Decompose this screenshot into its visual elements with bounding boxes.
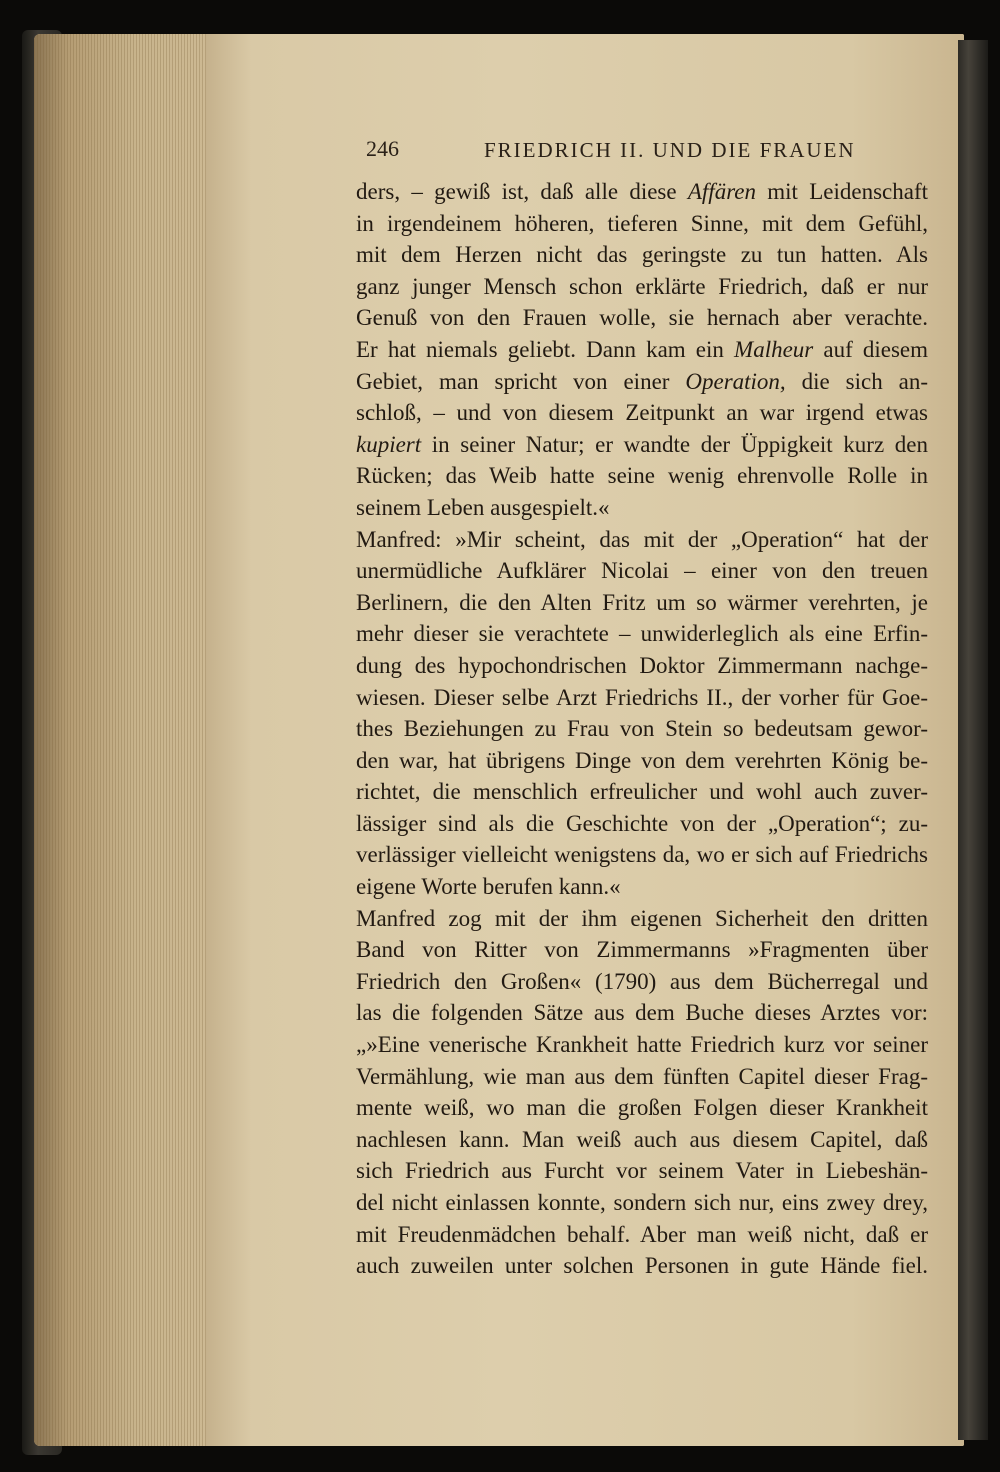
text-span: die sich an- bbox=[785, 368, 928, 394]
text-span: Berlinern, die den Alten Fritz um so wärmer verehrten, je bbox=[356, 589, 928, 615]
text-line bbox=[356, 1092, 928, 1124]
text-line bbox=[356, 1187, 928, 1219]
text-line bbox=[356, 682, 928, 714]
text-line bbox=[356, 618, 928, 650]
text-span: den war, hat übrigens Dinge von dem verehrten König be- bbox=[356, 747, 928, 773]
text-span: mit Leidenschaft bbox=[756, 179, 928, 204]
text-span: mit dem Herzen nicht das geringste zu tun hatten. Als bbox=[356, 242, 928, 268]
text-span: dung des hypochondrischen Doktor Zimmermann nachge- bbox=[356, 652, 928, 678]
text-line bbox=[356, 903, 928, 935]
text-span: lässiger sind als die Geschichte von der „Operation“; zu- bbox=[356, 810, 928, 836]
text-line bbox=[356, 1219, 928, 1251]
text-line bbox=[356, 587, 928, 619]
italic-text: kupiert bbox=[356, 431, 422, 457]
text-span: ders, – gewiß ist, daß alle diese bbox=[356, 179, 688, 204]
text-span: seinem Leben ausgespielt.« bbox=[356, 494, 610, 520]
text-span: auf diesem bbox=[813, 336, 929, 362]
running-title: FRIEDRICH II. UND DIE FRAUEN bbox=[484, 138, 856, 162]
text-span: sich Friedrich aus Furcht vor seinem Vater in Liebeshän- bbox=[356, 1158, 928, 1184]
text-span: Gebiet, man spricht von einer bbox=[356, 368, 686, 394]
text-line bbox=[356, 366, 928, 398]
text-span: Er hat niemals geliebt. Dann kam ein bbox=[356, 336, 735, 362]
text-line bbox=[356, 745, 928, 777]
text-span: wiesen. Dieser selbe Arzt Friedrichs II., der vorher für Goe- bbox=[356, 684, 928, 710]
text-line bbox=[356, 239, 928, 271]
text-line bbox=[356, 839, 928, 871]
text-span: del nicht einlassen konnte, sondern sich nur, eins zwey drey, bbox=[356, 1190, 928, 1215]
text-span: schloß, – und von diesem Zeitpunkt an war irgend etwas bbox=[356, 400, 928, 426]
text-span: mit Freudenmädchen behalf. Aber man weiß nicht, daß er bbox=[356, 1221, 928, 1247]
italic-text: Malheur bbox=[734, 336, 814, 362]
text-line bbox=[356, 1250, 928, 1282]
text-line bbox=[356, 934, 928, 966]
text-span: Genuß von den Frauen wolle, sie hernach aber verachte. bbox=[356, 305, 928, 331]
page-stack-edges bbox=[34, 34, 206, 1446]
text-line bbox=[356, 492, 928, 524]
text-span: ganz junger Mensch schon erklärte Friedrich, daß er nur bbox=[356, 273, 928, 299]
text-span: verlässiger vielleicht wenigstens da, wo er sich auf Friedrichs bbox=[356, 842, 928, 868]
text-span: nachlesen kann. Man weiß auch aus diesem Capitel, daß bbox=[356, 1126, 928, 1152]
text-line bbox=[356, 997, 928, 1029]
text-line bbox=[356, 460, 928, 492]
text-span: mente weiß, wo man die großen Folgen dieser Krankheit bbox=[356, 1095, 928, 1121]
text-line bbox=[356, 1029, 928, 1061]
text-line bbox=[356, 302, 928, 334]
text-line bbox=[356, 1061, 928, 1093]
text-span: thes Beziehungen zu Frau von Stein so bedeutsam gewor- bbox=[356, 716, 928, 742]
text-line bbox=[356, 1124, 928, 1156]
italic-text: Affären bbox=[687, 179, 756, 204]
text-span: auch zuweilen unter solchen Personen in gute Hände fiel. bbox=[356, 1253, 928, 1279]
text-line bbox=[356, 555, 928, 587]
text-line bbox=[356, 208, 928, 240]
text-span: Band von Ritter von Zimmermanns »Fragmenten über bbox=[356, 937, 928, 963]
text-span: „»Eine venerische Krankheit hatte Friedrich kurz vor seiner bbox=[356, 1032, 928, 1058]
text-line bbox=[356, 524, 928, 556]
text-line bbox=[356, 271, 928, 303]
text-line bbox=[356, 429, 928, 461]
text-span: eigene Worte berufen kann.« bbox=[356, 874, 621, 900]
text-line bbox=[356, 397, 928, 429]
text-line bbox=[356, 808, 928, 840]
binding-gutter bbox=[958, 40, 988, 1440]
text-span: Manfred: »Mir scheint, das mit der „Operation“ hat der bbox=[356, 526, 928, 552]
text-line bbox=[356, 334, 928, 366]
text-line bbox=[356, 871, 928, 903]
text-line bbox=[356, 176, 928, 208]
text-line bbox=[356, 713, 928, 745]
running-header bbox=[366, 136, 926, 170]
text-line bbox=[356, 966, 928, 998]
body-text bbox=[356, 176, 928, 1282]
page-number: 246 bbox=[366, 136, 399, 161]
text-span: richtet, die menschlich erfreulicher und wohl auch zuver- bbox=[356, 779, 928, 805]
text-span: mehr dieser sie verachtete – unwiderleglich als eine Erfin- bbox=[356, 621, 928, 647]
text-line bbox=[356, 776, 928, 808]
italic-text: Operation, bbox=[685, 368, 786, 394]
text-span: unermüdliche Aufklärer Nicolai – einer von den treuen bbox=[356, 558, 928, 584]
text-span: Friedrich den Großen« (1790) aus dem Bücherregal und bbox=[356, 968, 928, 994]
text-span: Manfred zog mit der ihm eigenen Sicherheit den dritten bbox=[356, 905, 928, 931]
text-span: Vermählung, wie man aus dem fünften Capitel dieser Frag- bbox=[356, 1063, 928, 1089]
text-line bbox=[356, 650, 928, 682]
text-span: Rücken; das Weib hatte seine wenig ehrenvolle Rolle in bbox=[356, 463, 928, 489]
text-line bbox=[356, 1155, 928, 1187]
text-span: las die folgenden Sätze aus dem Buche dieses Arztes vor: bbox=[356, 1000, 928, 1026]
text-span: in seiner Natur; er wandte der Üppigkeit kurz den bbox=[421, 431, 928, 457]
text-span: in irgendeinem höheren, tieferen Sinne, mit dem Gefühl, bbox=[356, 210, 928, 236]
